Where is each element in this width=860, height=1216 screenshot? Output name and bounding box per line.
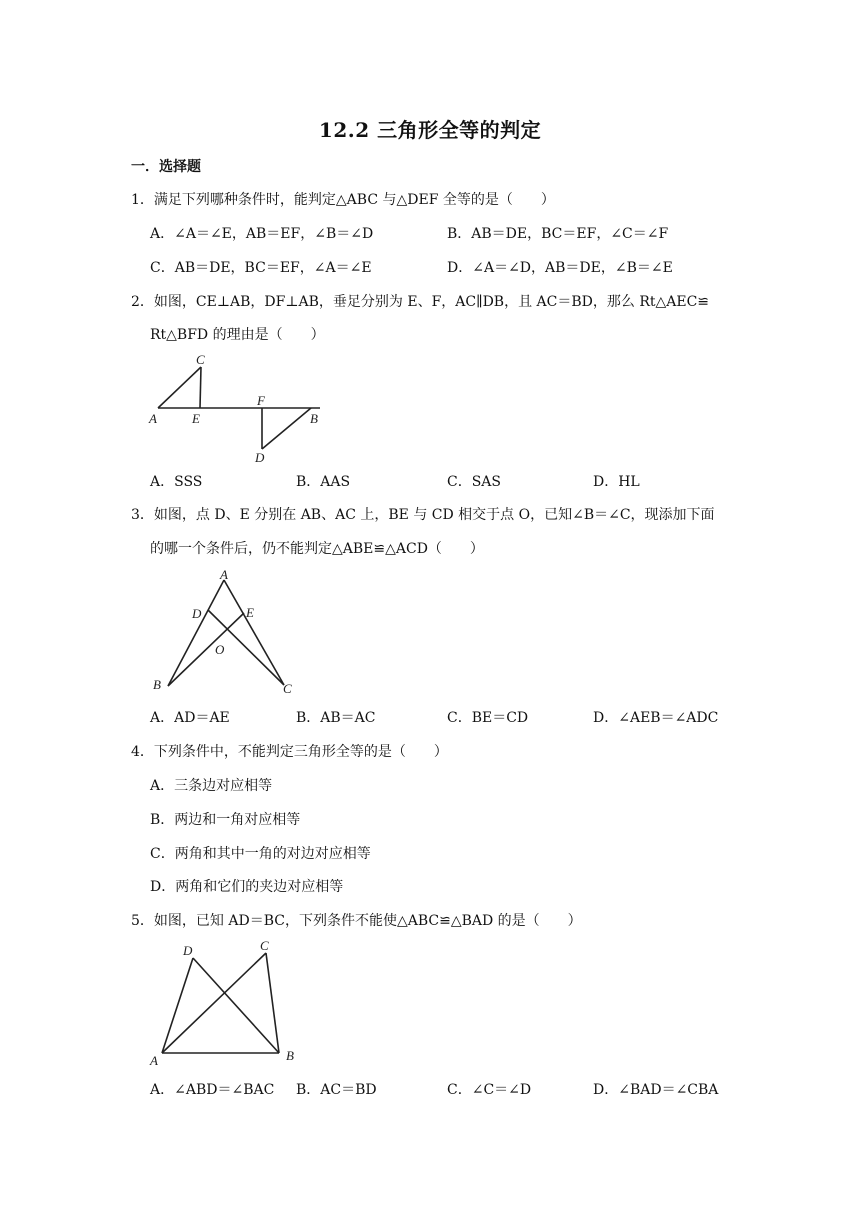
- question-3-text-line-2: 的哪一个条件后，仍不能判定△ABE≌△ACD（ ）: [150, 541, 484, 557]
- label-b: B: [153, 677, 161, 692]
- question-4-option-b: B．两边和一角对应相等: [150, 812, 301, 828]
- question-3-figure: [145, 565, 305, 700]
- label-a: A: [220, 567, 228, 582]
- question-5-figure: [145, 932, 315, 1067]
- label-d: D: [255, 450, 265, 465]
- label-c: C: [196, 352, 205, 367]
- label-d: D: [192, 606, 202, 621]
- question-2-option-a: A．SSS: [150, 474, 203, 490]
- question-2-figure: [140, 350, 340, 470]
- question-5-option-d: D．∠BAD＝∠CBA: [593, 1082, 719, 1098]
- question-3-option-b: B．AB＝AC: [296, 710, 376, 726]
- question-5-option-c: C．∠C＝∠D: [447, 1082, 532, 1098]
- label-o: O: [215, 642, 225, 657]
- label-a: A: [149, 411, 157, 426]
- question-2-option-b: B．AAS: [296, 474, 351, 490]
- question-5-option-a: A．∠ABD＝∠BAC: [150, 1082, 275, 1098]
- question-5-option-b: B．AC＝BD: [296, 1082, 377, 1098]
- page-title: 12.2 三角形全等的判定: [318, 118, 542, 142]
- question-1-option-a: A．∠A＝∠E，AB＝EF，∠B＝∠D: [150, 226, 374, 242]
- question-2-text-line-2: Rt△BFD 的理由是（ ）: [150, 327, 325, 343]
- label-e: E: [246, 605, 254, 620]
- label-c: C: [283, 681, 292, 696]
- question-4-option-a: A．三条边对应相等: [150, 778, 273, 794]
- question-2-text-line-1: 2．如图，CE⊥AB，DF⊥AB，垂足分别为 E、F，AC∥DB，且 AC＝BD，那么 Rt△AEC≌: [131, 294, 710, 310]
- label-f: F: [257, 393, 265, 408]
- label-d: D: [183, 943, 193, 958]
- label-b: B: [310, 411, 318, 426]
- question-3-text-line-1: 3．如图，点 D、E 分别在 AB、AC 上，BE 与 CD 相交于点 O，已知∠B＝∠C，现添加下面: [131, 507, 715, 523]
- question-1-text: 1．满足下列哪种条件时，能判定△ABC 与△DEF 全等的是（ ）: [131, 192, 555, 208]
- question-5-text: 5．如图，已知 AD＝BC，下列条件不能使△ABC≌△BAD 的是（ ）: [131, 913, 582, 929]
- label-c: C: [260, 938, 269, 953]
- question-1-option-c: C．AB＝DE，BC＝EF，∠A＝∠E: [150, 260, 372, 276]
- label-a: A: [150, 1053, 158, 1068]
- label-b: B: [286, 1048, 294, 1063]
- question-3-option-c: C．BE＝CD: [447, 710, 529, 726]
- question-1-option-b: B．AB＝DE，BC＝EF，∠C＝∠F: [447, 226, 669, 242]
- question-3-option-a: A．AD＝AE: [150, 710, 230, 726]
- label-e: E: [192, 411, 200, 426]
- question-4-option-c: C．两角和其中一角的对边对应相等: [150, 846, 371, 862]
- question-2-option-c: C．SAS: [447, 474, 502, 490]
- question-4-text: 4．下列条件中，不能判定三角形全等的是（ ）: [131, 744, 448, 760]
- question-3-option-d: D．∠AEB＝∠ADC: [593, 710, 719, 726]
- question-2-option-d: D．HL: [593, 474, 640, 490]
- question-1-option-d: D．∠A＝∠D，AB＝DE，∠B＝∠E: [447, 260, 673, 276]
- question-4-option-d: D．两角和它们的夹边对应相等: [150, 879, 344, 895]
- section-heading: 一．选择题: [131, 159, 201, 175]
